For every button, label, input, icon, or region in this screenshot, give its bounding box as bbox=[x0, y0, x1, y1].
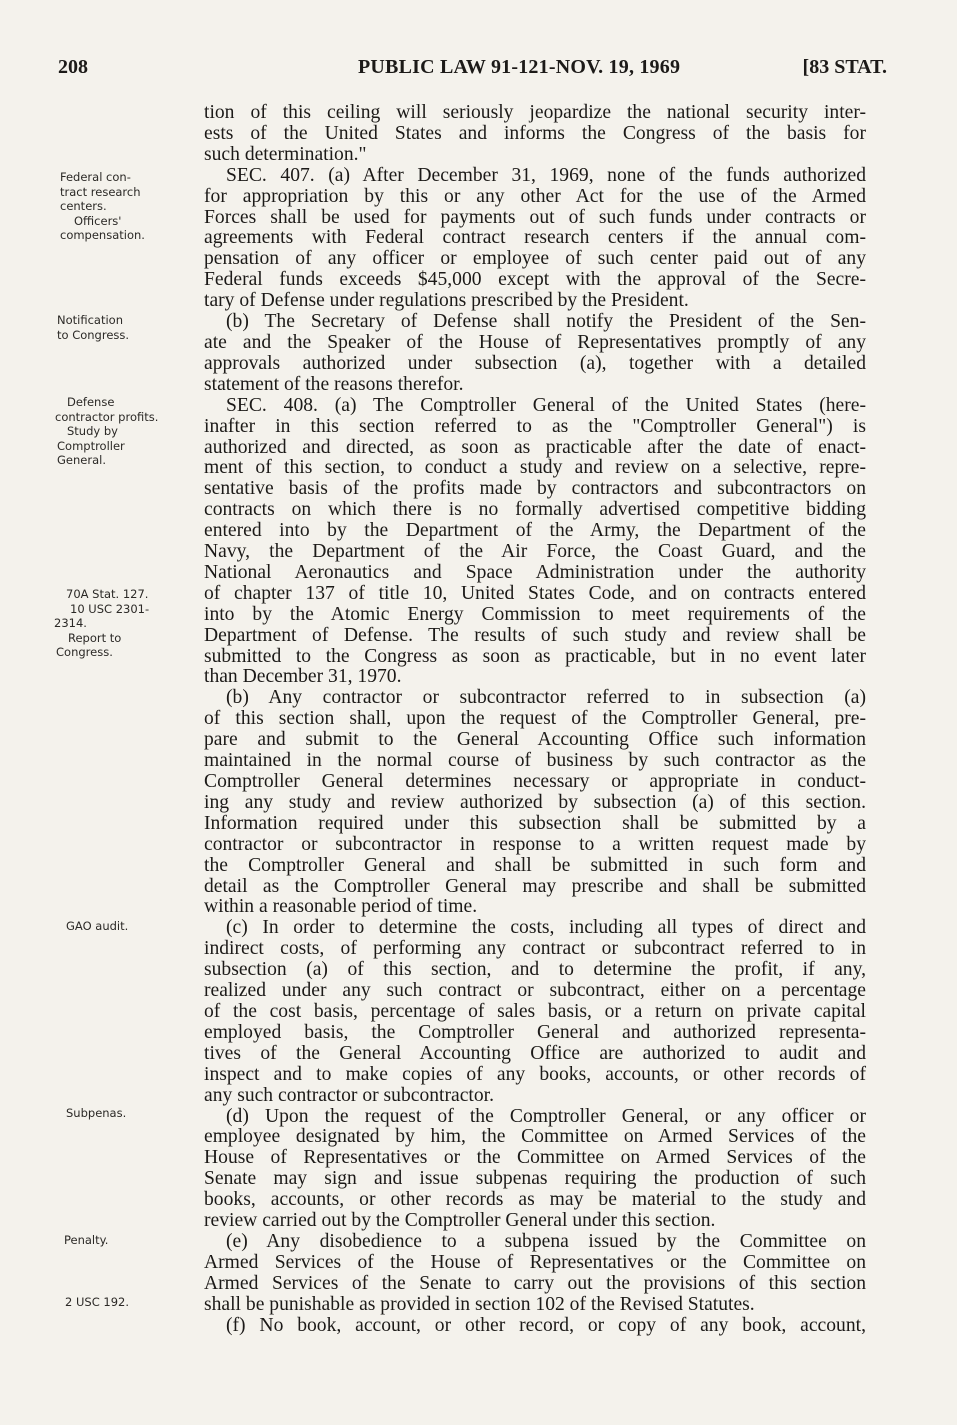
text-line: any such contractor or subcontractor. bbox=[204, 1084, 494, 1106]
text-line: Senate may sign and issue subpenas requiring the production of such bbox=[204, 1168, 866, 1190]
paragraph bbox=[204, 396, 866, 689]
text-line: books, accounts, or other records as may be material to the study and bbox=[204, 1189, 866, 1211]
margin-note bbox=[57, 313, 207, 342]
margin-note-line: Federal con- bbox=[60, 170, 131, 184]
text-line: Forces shall be used for payments out of such funds under contracts or bbox=[204, 206, 866, 228]
margin-note bbox=[54, 587, 204, 660]
text-line: subsection (a) of this section, and to determine the profit, if any, bbox=[204, 959, 866, 981]
margin-note-line: GAO audit. bbox=[66, 919, 129, 933]
text-line: pensation of any officer or employee of such center paid out of any bbox=[204, 248, 866, 270]
margin-note-line: 70A Stat. 127. bbox=[66, 587, 149, 601]
paragraph bbox=[204, 1107, 866, 1232]
text-line: (e) Any disobedience to a subpena issued by the Committee on bbox=[226, 1230, 866, 1252]
text-line: SEC. 407. (a) After December 31, 1969, none of the funds authorized bbox=[226, 164, 866, 186]
paragraph bbox=[204, 688, 866, 918]
text-line: pare and submit to the General Accounting Office such information bbox=[204, 729, 866, 751]
text-line: National Aeronautics and Space Administration under the authority bbox=[204, 561, 866, 583]
margin-note-line: 2314. bbox=[54, 616, 87, 630]
text-line: authorized and directed, as soon as practicable after the date of enact- bbox=[204, 436, 866, 458]
margin-note-line: Study by bbox=[67, 424, 118, 438]
text-line: (b) Any contractor or subcontractor referred to in subsection (a) bbox=[226, 687, 866, 709]
text-line: detail as the Comptroller General may prescribe and shall be submitted bbox=[204, 875, 866, 897]
text-line: than December 31, 1970. bbox=[204, 666, 402, 688]
text-line: Armed Services of the Senate to carry out the provisions of this section bbox=[204, 1272, 866, 1294]
paragraph bbox=[204, 1316, 866, 1337]
statute-reference: [83 STAT. bbox=[802, 56, 887, 78]
text-line: of the cost basis, percentage of sales basis, or a return on private capital bbox=[204, 1000, 866, 1022]
paragraph bbox=[204, 103, 866, 166]
margin-note-line: to Congress. bbox=[57, 327, 130, 342]
text-line: Navy, the Department of the Air Force, the Coast Guard, and the bbox=[204, 541, 866, 563]
margin-note-line: compensation. bbox=[60, 228, 145, 242]
text-line: into by the Atomic Energy Commission to meet requirements of the bbox=[204, 603, 866, 625]
text-line: for appropriation by this or any other Act for the use of the Armed bbox=[204, 185, 866, 207]
margin-note-line: Report to bbox=[68, 630, 122, 645]
text-line: Armed Services of the House of Representatives or the Committee on bbox=[204, 1251, 866, 1273]
text-line: shall be punishable as provided in section 102 of the Revised Statutes. bbox=[204, 1293, 755, 1315]
margin-note-line: Comptroller bbox=[57, 438, 125, 453]
text-line: the Comptroller General and shall be submitted in such form and bbox=[204, 854, 866, 876]
text-line: review carried out by the Comptroller General under this section. bbox=[204, 1210, 716, 1232]
margin-note-line: contractor profits. bbox=[55, 409, 159, 424]
text-line: (f) No book, account, or other record, or copy of any book, account, bbox=[226, 1314, 866, 1336]
margin-note-line: tract research bbox=[60, 184, 141, 199]
margin-note bbox=[64, 1233, 214, 1248]
text-line: maintained in the normal course of business by such contractor as the bbox=[204, 750, 866, 772]
text-line: employed basis, the Comptroller General and authorized representa- bbox=[204, 1021, 866, 1043]
text-line: (d) Upon the request of the Comptroller General, or any officer or bbox=[226, 1105, 866, 1127]
text-line: Department of Defense. The results of such study and review shall be bbox=[204, 624, 866, 646]
margin-note-line: Subpenas. bbox=[66, 1106, 127, 1120]
text-line: statement of the reasons therefor. bbox=[204, 373, 464, 395]
text-line: agreements with Federal contract research centers if the annual com- bbox=[204, 227, 866, 249]
margin-note bbox=[60, 170, 210, 243]
margin-note-line: 10 USC 2301- bbox=[70, 601, 150, 616]
text-line: Information required under this subsection shall be submitted by a bbox=[204, 812, 866, 834]
text-line: entered into by the Department of the Army, the Department of the bbox=[204, 520, 866, 542]
text-line: Comptroller General determines necessary or appropriate in conduct- bbox=[204, 771, 866, 792]
text-line: House of Representatives or the Committee on Armed Services of the bbox=[204, 1147, 866, 1169]
text-line: approvals authorized under subsection (a), together with a detailed bbox=[204, 352, 866, 374]
text-line: sentative basis of the profits made by contractors and subcontractors on bbox=[204, 478, 866, 500]
text-line: within a reasonable period of time. bbox=[204, 896, 478, 918]
text-line: ests of the United States and informs the Congress of the basis for bbox=[204, 122, 866, 144]
text-line: Federal funds exceeds $45,000 except with the approval of the Secre- bbox=[204, 269, 866, 291]
text-line: indirect costs, of performing any contract or subcontract referred to in bbox=[204, 938, 866, 960]
text-line: tary of Defense under regulations prescribed by the President. bbox=[204, 290, 689, 312]
margin-note-line: General. bbox=[57, 453, 106, 467]
margin-note-line: Penalty. bbox=[64, 1233, 109, 1247]
margin-note-line: Officers' bbox=[74, 213, 122, 228]
text-line: tives of the General Accounting Office are authorized to audit and bbox=[204, 1042, 866, 1064]
text-line: ment of this section, to conduct a study and review on a selective, repre- bbox=[204, 457, 866, 479]
text-line: (c) In order to determine the costs, including all types of direct and bbox=[226, 917, 866, 939]
text-line: submitted to the Congress as soon as practicable, but in no event later bbox=[204, 645, 866, 667]
text-line: inafter in this section referred to as the "Comptroller General") is bbox=[204, 415, 866, 437]
statute-body bbox=[204, 103, 866, 1336]
text-line: realized under any such contract or subcontract, either on a percentage bbox=[204, 980, 866, 1002]
text-line: (b) The Secretary of Defense shall notify the President of the Sen- bbox=[226, 311, 866, 333]
margin-note-line: centers. bbox=[60, 199, 107, 213]
text-line: of chapter 137 of title 10, United States Code, and on contracts entered bbox=[204, 582, 866, 604]
margin-note-line: Defense bbox=[67, 395, 115, 409]
margin-note bbox=[66, 1106, 216, 1121]
margin-note-line: Notification bbox=[57, 313, 123, 327]
text-line: contractor or subcontractor in response to a written request made by bbox=[204, 833, 866, 855]
text-line: such determination." bbox=[204, 143, 367, 165]
paragraph bbox=[204, 1232, 866, 1316]
text-line: of this section shall, upon the request of the Comptroller General, pre- bbox=[204, 708, 866, 730]
paragraph bbox=[204, 918, 866, 1106]
page-number: 208 bbox=[58, 56, 88, 78]
margin-note bbox=[65, 1295, 215, 1310]
text-line: SEC. 408. (a) The Comptroller General of the United States (here- bbox=[226, 394, 866, 416]
text-line: employee designated by him, the Committee on Armed Services of the bbox=[204, 1126, 866, 1148]
text-line: contracts on which there is no formally advertised competitive bidding bbox=[204, 499, 866, 521]
margin-note bbox=[55, 395, 205, 468]
paragraph bbox=[204, 312, 866, 396]
text-line: ing any study and review authorized by subsection (a) of this section. bbox=[204, 791, 866, 813]
margin-notes bbox=[0, 0, 200, 1425]
text-line: tion of this ceiling will seriously jeopardize the national security inter- bbox=[204, 102, 866, 123]
paragraph bbox=[204, 166, 866, 312]
margin-note-line: Congress. bbox=[56, 645, 113, 659]
margin-note-line: 2 USC 192. bbox=[65, 1295, 129, 1309]
text-line: ate and the Speaker of the House of Representatives promptly of any bbox=[204, 331, 866, 353]
header-title: PUBLIC LAW 91-121-NOV. 19, 1969 bbox=[358, 56, 681, 78]
text-line: inspect and to make copies of any books, accounts, or other records of bbox=[204, 1063, 866, 1085]
margin-note bbox=[66, 919, 216, 934]
